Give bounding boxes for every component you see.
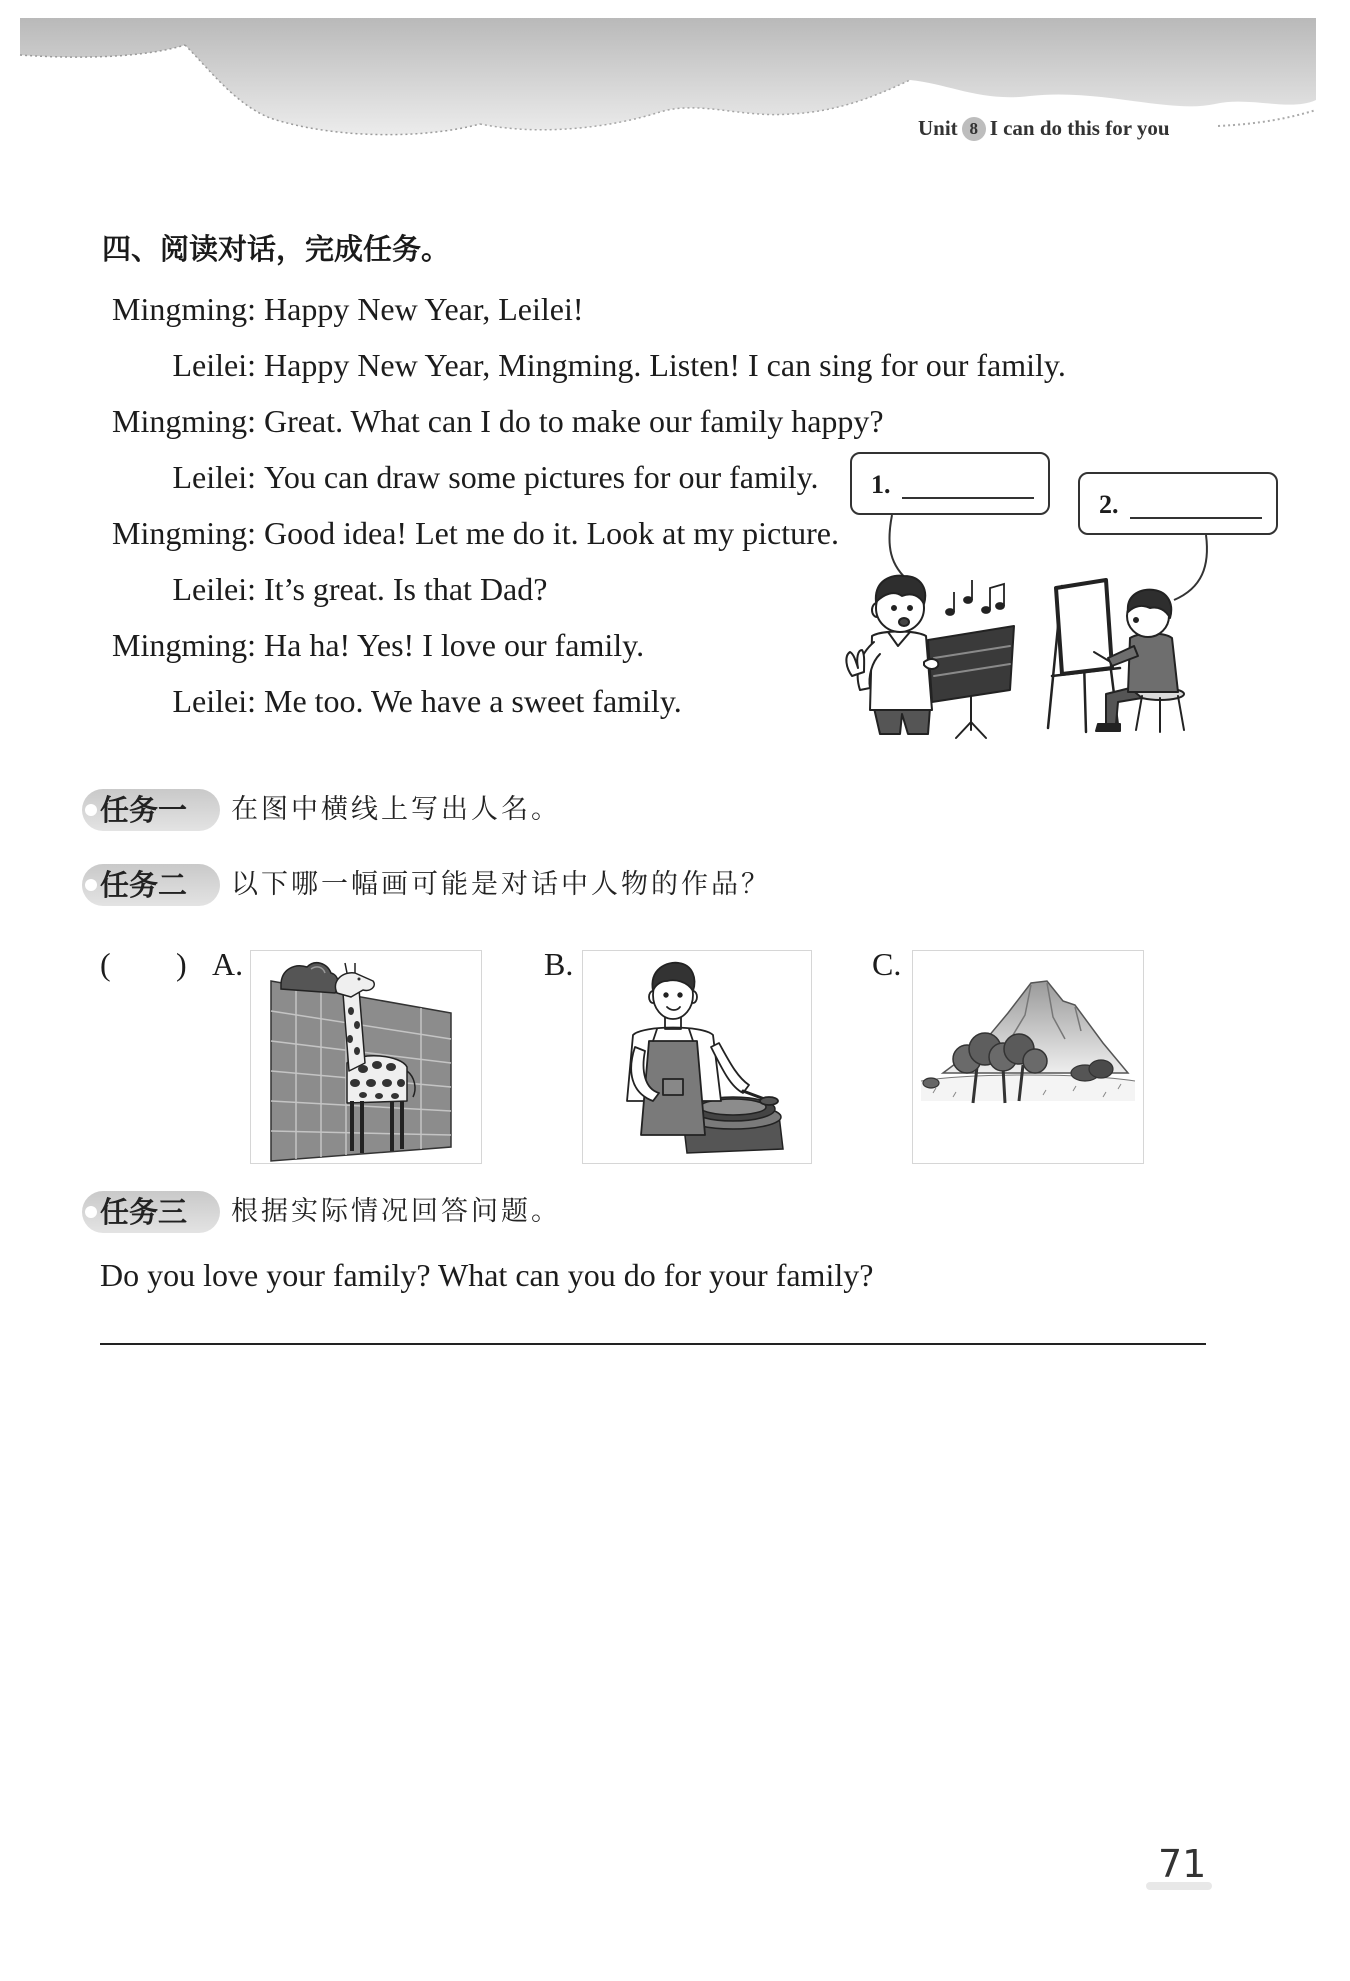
dialogue-text: You can draw some pictures for our family.	[264, 459, 819, 495]
header-cloud-banner	[0, 0, 1350, 175]
answer-paren-close: )	[176, 946, 187, 982]
unit-number-badge: 8	[962, 117, 986, 141]
task-badge-label: 任务一	[100, 793, 188, 827]
dialogue-text: Me too. We have a sweet family.	[264, 683, 682, 719]
option-picture-a	[250, 950, 482, 1164]
option-label-c: C.	[872, 946, 902, 982]
name-blank-2[interactable]	[1130, 517, 1262, 519]
speaker-name: Mingming:	[111, 291, 256, 327]
speaker-name: Mingming:	[111, 403, 256, 439]
dialogue-line	[0, 289, 1350, 329]
option-picture-c	[912, 950, 1144, 1164]
ground	[921, 1075, 1135, 1101]
task-badge-1	[82, 789, 220, 831]
section-title: 四、阅读对话，完成任务。	[102, 232, 451, 266]
speaker-name: Leilei:	[172, 347, 256, 383]
dialogue-line	[0, 401, 1350, 441]
speech-bubble-2	[1078, 472, 1278, 535]
animal-on-wall	[281, 963, 338, 993]
dialogue-text: Happy New Year, Mingming. Listen! I can sing for our family.	[264, 347, 1066, 383]
speaker-name: Leilei:	[172, 459, 256, 495]
speaker-name: Mingming:	[111, 627, 256, 663]
dialogue-text: Happy New Year, Leilei!	[264, 291, 584, 327]
answer-paren-open: (	[100, 946, 111, 982]
bubble-number: 1.	[871, 470, 891, 499]
task-instruction-3: 根据实际情况回答问题。	[231, 1196, 561, 1227]
task-badge-label: 任务三	[100, 1195, 188, 1229]
music-stand	[924, 626, 1014, 738]
unit-label: Unit	[918, 116, 958, 140]
speaker-name: Mingming:	[111, 515, 256, 551]
dialogue-line	[0, 345, 1350, 385]
singing-boy	[846, 576, 932, 734]
music-notes-icon	[946, 580, 1004, 615]
open-question: Do you love your family? What can you do for your family?	[100, 1257, 874, 1293]
unit-title: I can do this for you	[989, 116, 1170, 140]
option-label-b: B.	[544, 946, 574, 982]
dialogue-text: Ha ha! Yes! I love our family.	[264, 627, 645, 663]
page-number: 71	[1158, 1842, 1207, 1886]
speaker-name: Leilei:	[172, 571, 256, 607]
cooking-man-picture	[583, 951, 811, 1163]
answer-line[interactable]	[100, 1343, 1206, 1345]
speech-bubble-1	[850, 452, 1050, 515]
dialogue-text: It’s great. Is that Dad?	[264, 571, 548, 607]
task-instruction-2: 以下哪一幅画可能是对话中人物的作品？	[231, 869, 771, 900]
dialogue-text: Great. What can I do to make our family happy?	[264, 403, 884, 439]
unit-header	[918, 113, 1170, 143]
speaker-name: Leilei:	[172, 683, 256, 719]
task-badge-2	[82, 864, 220, 906]
answer-slot[interactable]	[116, 944, 172, 984]
name-blank-1[interactable]	[902, 497, 1034, 499]
dialogue-text: Good idea! Let me do it. Look at my picture.	[264, 515, 839, 551]
task-instruction-1: 在图中横线上写出人名。	[231, 794, 561, 825]
option-picture-b	[582, 950, 812, 1164]
mountain-landscape-picture	[913, 951, 1143, 1163]
zoo-giraffe-picture	[251, 951, 481, 1163]
option-label-a: A.	[212, 946, 244, 982]
task-badge-3	[82, 1191, 220, 1233]
bubble-number: 2.	[1099, 490, 1119, 519]
task-badge-label: 任务二	[100, 868, 188, 902]
